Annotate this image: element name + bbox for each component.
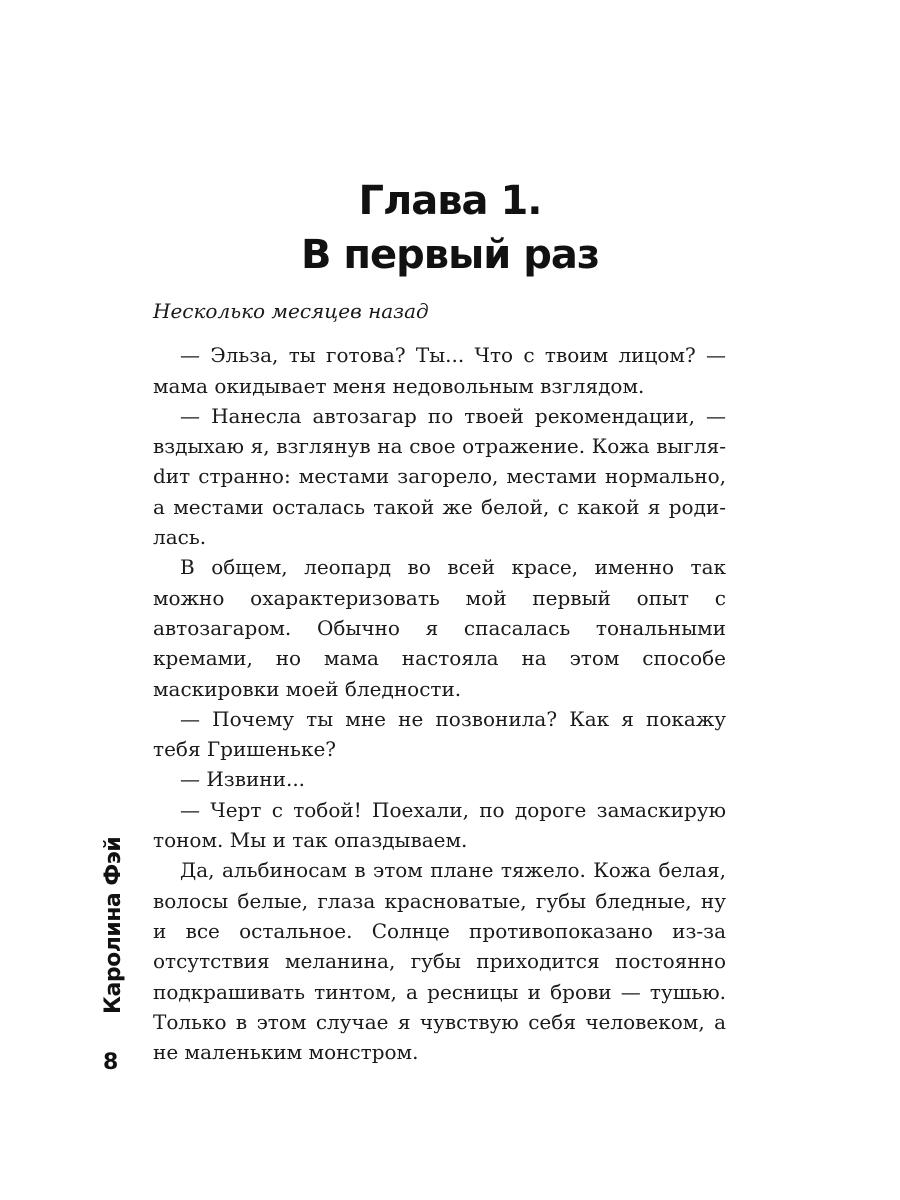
body-text xyxy=(153,296,726,1067)
paragraph-3: В общем, леопард во всей красе, именно так можно охарактеризовать мой первый опыт с автозагаром. Обычно я спасалась тональными кремами, но мама настояла на этом способе маскировки моей бледности. xyxy=(153,555,726,701)
chapter-title-line-2: В первый раз xyxy=(300,232,600,278)
paragraph-5: — Извини... xyxy=(180,767,306,792)
chapter-title-line-1: Глава 1. xyxy=(358,178,542,224)
epigraph: Несколько месяцев назад xyxy=(153,299,429,323)
running-head-author: Каролина Фэй xyxy=(101,836,126,1014)
paragraph-2: — Нанесла автозагар по твоей рекомендации, — вздыхаю я, взглянув на свое отражение. Кожа выгляdит странно: местами загорело, местами нормально, а местами осталась такой же белой, с какой я родилась. xyxy=(153,403,726,550)
paragraph-7: Да, альбиносам в этом плане тяжело. Кожа белая, волосы белые, глаза красноватые, губы бледные, ну и все остальное. Солнце противопоказано из-за отсутствия меланина, губы приходится постоянно подкрашивать тинтом, а ресницы и брови — тушью. Только в этом случае я чувствую себя человеком, а не маленьким монстром. xyxy=(153,858,726,1065)
page-number: 8 xyxy=(103,1050,119,1075)
paragraph-1: — Эльза, ты готова? Ты... Что с твоим лицом? — мама окидывает меня недовольным взглядом. xyxy=(153,343,726,398)
paragraph-6: — Черт с тобой! Поехали, по дороге замаскирую тоном. Мы и так опаздываем. xyxy=(153,797,726,853)
paragraph-4: — Почему ты мне не позвонила? Как я покажу тебя Гришеньке? xyxy=(153,706,726,762)
